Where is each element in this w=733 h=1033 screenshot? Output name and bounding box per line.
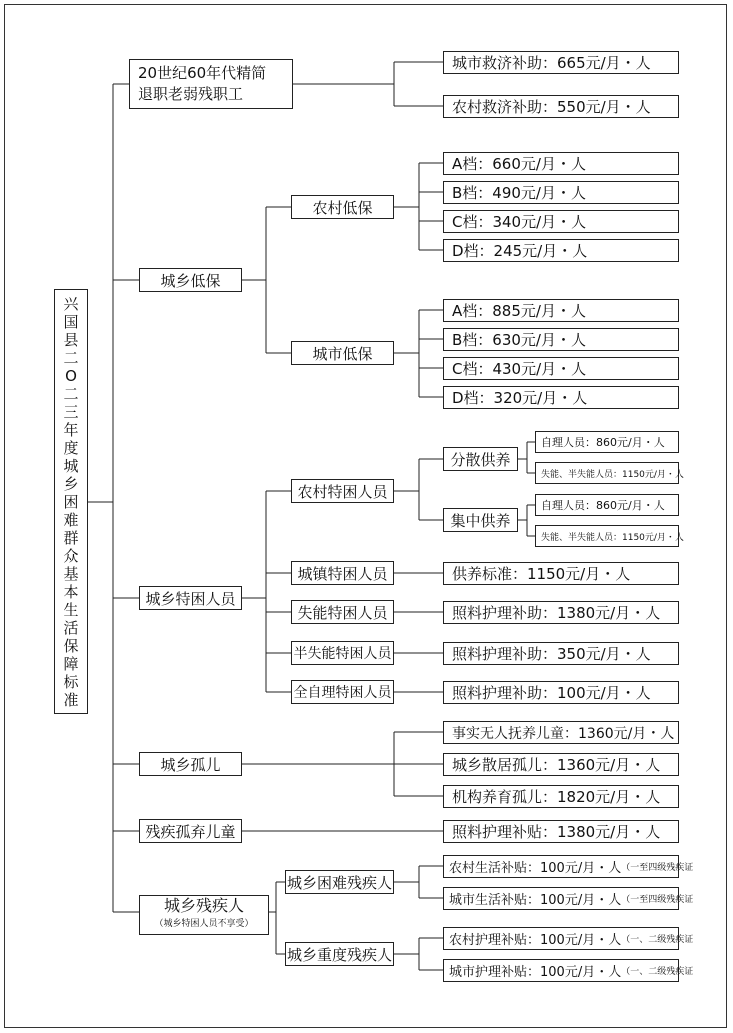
abandoned-item: 照料护理补贴：1380元/月・人 bbox=[443, 820, 679, 843]
orphan-item-scattered: 城乡散居孤儿：1360元/月・人 bbox=[443, 753, 679, 776]
root-title-char: 三 bbox=[63, 402, 79, 421]
root-title-char: 国 bbox=[63, 312, 79, 331]
dibao-urban-item-b: B档：630元/月・人 bbox=[443, 328, 679, 351]
disabled-severe-item-rural bbox=[443, 927, 694, 950]
root-title-box bbox=[54, 289, 88, 714]
tekun-town: 城镇特困人员 bbox=[291, 561, 394, 585]
disabled-severe-item-urban bbox=[443, 959, 694, 982]
dibao-rural-item-c: C档：340元/月・人 bbox=[443, 210, 679, 233]
root-title-char: 困 bbox=[63, 492, 79, 511]
dibao-urban-item-c: C档：430元/月・人 bbox=[443, 357, 679, 380]
root-title-char: 活 bbox=[63, 618, 79, 637]
root-title-char: 城 bbox=[63, 456, 79, 475]
root-title-char: 生 bbox=[63, 600, 79, 619]
centralized-item-self-care: 自理人员：860元/月・人 bbox=[535, 494, 679, 516]
root-title-char: 度 bbox=[63, 438, 79, 457]
dibao-rural: 农村低保 bbox=[291, 195, 394, 219]
disabled-severe-item-rural-note: （一、二级残疾证 bbox=[621, 935, 694, 945]
disabled-poor-item-rural-note: （一至四级残疾证 bbox=[621, 863, 694, 873]
dibao-urban-item-d: D档：320元/月・人 bbox=[443, 386, 679, 409]
root-title-char: 障 bbox=[63, 654, 79, 673]
disabled-poor-item-rural-main: 农村生活补贴：100元/月・人 bbox=[449, 861, 622, 876]
disabled-poor-item-urban-note: （一至四级残疾证 bbox=[621, 895, 694, 905]
tekun-rural-centralized: 集中供养 bbox=[443, 508, 518, 532]
category-disabled-label: 城乡残疾人 bbox=[163, 896, 244, 915]
category-dibao: 城乡低保 bbox=[139, 268, 242, 292]
root-title-char: 二 bbox=[63, 384, 79, 403]
root-title-char: 本 bbox=[63, 582, 79, 601]
root-title-char: 兴 bbox=[63, 294, 79, 313]
tekun-semi-disabled: 半失能特困人员 bbox=[291, 641, 394, 665]
dispersed-item-self-care: 自理人员：860元/月・人 bbox=[535, 431, 679, 453]
category-abandoned-children: 残疾孤弃儿童 bbox=[139, 819, 242, 843]
tekun-semi-item: 照料护理补助：350元/月・人 bbox=[443, 642, 679, 665]
orphan-item-unsupported: 事实无人抚养儿童：1360元/月・人 bbox=[443, 721, 679, 744]
tekun-self-care: 全自理特困人员 bbox=[291, 680, 394, 704]
disabled-poor-item-rural bbox=[443, 855, 694, 878]
retired-item-urban: 城市救济补助：665元/月・人 bbox=[443, 51, 679, 74]
dispersed-item-disabled: 失能、半失能人员：1150元/月・人 bbox=[535, 462, 679, 484]
category-tekun: 城乡特困人员 bbox=[139, 586, 242, 610]
tekun-rural: 农村特困人员 bbox=[291, 479, 394, 503]
dibao-rural-item-a: A档：660元/月・人 bbox=[443, 152, 679, 175]
root-title-char: 基 bbox=[63, 564, 79, 583]
root-title-char: 标 bbox=[63, 672, 79, 691]
centralized-item-disabled: 失能、半失能人员：1150元/月・人 bbox=[535, 525, 679, 547]
category-disabled-note: （城乡特困人员不享受） bbox=[154, 919, 254, 929]
tekun-town-item: 供养标准：1150元/月・人 bbox=[443, 562, 679, 585]
root-title-char: 乡 bbox=[63, 474, 79, 493]
dibao-rural-item-d: D档：245元/月・人 bbox=[443, 239, 679, 262]
tekun-disabled: 失能特困人员 bbox=[291, 600, 394, 624]
retired-item-rural: 农村救济补助：550元/月・人 bbox=[443, 95, 679, 118]
root-title-char: 县 bbox=[63, 330, 79, 349]
dibao-rural-item-b: B档：490元/月・人 bbox=[443, 181, 679, 204]
tekun-rural-dispersed: 分散供养 bbox=[443, 447, 518, 471]
disabled-severe-item-rural-main: 农村护理补贴：100元/月・人 bbox=[449, 933, 622, 948]
root-title-char: 二 bbox=[63, 348, 79, 367]
category-orphan: 城乡孤儿 bbox=[139, 752, 242, 776]
disabled-severe: 城乡重度残疾人 bbox=[285, 942, 394, 966]
root-title-char: 准 bbox=[63, 690, 79, 709]
category-retired-workers bbox=[129, 59, 293, 109]
root-title-char: 保 bbox=[63, 636, 79, 655]
disabled-poor-item-urban bbox=[443, 887, 694, 910]
disabled-severe-item-urban-note: （一、二级残疾证 bbox=[621, 967, 694, 977]
root-title-char: 年 bbox=[63, 420, 79, 439]
category-retired-line-2: 退职老弱残职工 bbox=[138, 85, 244, 103]
orphan-item-institutional: 机构养育孤儿：1820元/月・人 bbox=[443, 785, 679, 808]
category-retired-line-1: 20世纪60年代精简 bbox=[138, 64, 267, 82]
dibao-urban: 城市低保 bbox=[291, 341, 394, 365]
root-title-char: O bbox=[65, 366, 77, 385]
root-title-char: 群 bbox=[63, 528, 79, 547]
disabled-severe-item-urban-main: 城市护理补贴：100元/月・人 bbox=[449, 965, 622, 980]
root-title-char: 众 bbox=[63, 546, 79, 565]
disabled-poor-item-urban-main: 城市生活补贴：100元/月・人 bbox=[449, 893, 622, 908]
dibao-urban-item-a: A档：885元/月・人 bbox=[443, 299, 679, 322]
root-title-char: 难 bbox=[63, 510, 79, 529]
tekun-disabled-item: 照料护理补助：1380元/月・人 bbox=[443, 601, 679, 624]
disabled-poor: 城乡困难残疾人 bbox=[285, 870, 394, 894]
tekun-self-item: 照料护理补助：100元/月・人 bbox=[443, 681, 679, 704]
category-disabled bbox=[139, 895, 269, 935]
